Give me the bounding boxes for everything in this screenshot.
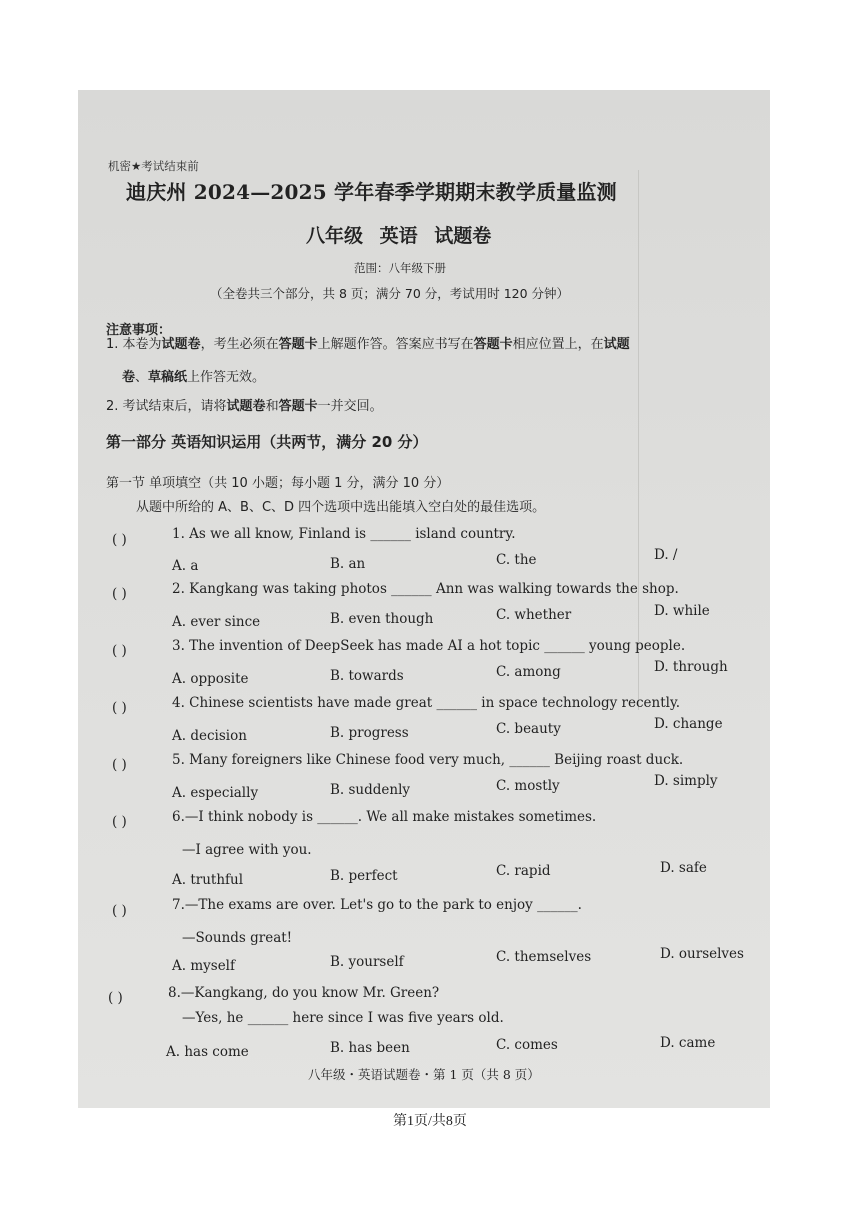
exam-title: 迪庆州 2024—2025 学年春季学期期末教学质量监测 [126, 180, 617, 204]
answer-bracket: ( ) [112, 586, 127, 602]
answer-bracket: ( ) [112, 532, 127, 548]
notes-heading: 注意事项： [106, 323, 172, 338]
q3-option-b: B. towards [330, 668, 404, 684]
question-6-stem: 6.—I think nobody is ______. We all make mistakes sometimes. [172, 809, 597, 825]
q8-option-c: C. comes [496, 1037, 558, 1053]
q4-option-a: A. decision [172, 728, 247, 744]
q6-option-c: C. rapid [496, 863, 551, 879]
question-8-stem: 8.—Kangkang, do you know Mr. Green? [168, 985, 440, 1001]
exam-info: （全卷共三个部分，共 8 页；满分 70 分，考试用时 120 分钟） [210, 286, 570, 301]
q1-option-d: D. / [654, 547, 678, 563]
q2-option-a: A. ever since [172, 614, 261, 630]
bleed-through-frame [638, 170, 770, 710]
exam-paper-photo [78, 90, 770, 1108]
q8-option-b: B. has been [330, 1040, 410, 1056]
note-item-2: 2. 考试结束后，请将试题卷和答题卡一并交回。 [106, 399, 383, 414]
part-one-heading: 第一部分 英语知识运用（共两节，满分 20 分） [106, 433, 428, 451]
q2-option-c: C. whether [496, 607, 572, 623]
q4-option-d: D. change [654, 716, 723, 732]
q7-option-c: C. themselves [496, 949, 592, 965]
q5-option-d: D. simply [654, 773, 718, 789]
q1-option-b: B. an [330, 556, 366, 572]
q7-option-d: D. ourselves [660, 946, 744, 962]
q2-option-d: D. while [654, 603, 710, 619]
exam-subtitle: 八年级 英语 试题卷 [306, 225, 492, 247]
q1-option-c: C. the [496, 552, 537, 568]
question-1-stem: 1. As we all know, Finland is ______ island country. [172, 526, 516, 542]
confidential-label: 机密★考试结束前 [108, 159, 199, 173]
question-6-line2: —I agree with you. [182, 842, 312, 858]
answer-bracket: ( ) [112, 700, 127, 716]
q7-option-a: A. myself [172, 958, 235, 974]
answer-bracket: ( ) [112, 757, 127, 773]
answer-bracket: ( ) [108, 990, 123, 1006]
question-4-stem: 4. Chinese scientists have made great ______ in space technology recently. [172, 695, 681, 711]
question-3-stem: 3. The invention of DeepSeek has made AI a hot topic ______ young people. [172, 638, 686, 654]
note-item-1-line2: 卷、草稿纸上作答无效。 [122, 370, 266, 385]
q4-option-b: B. progress [330, 725, 409, 741]
q3-option-a: A. opposite [172, 671, 249, 687]
question-7-stem: 7.—The exams are over. Let's go to the park to enjoy ______. [172, 897, 582, 913]
exam-range: 范围：八年级下册 [354, 261, 446, 275]
q3-option-d: D. through [654, 659, 728, 675]
q5-option-b: B. suddenly [330, 782, 411, 798]
q1-option-a: A. a [172, 558, 199, 574]
question-2-stem: 2. Kangkang was taking photos ______ Ann was walking towards the shop. [172, 581, 679, 597]
section-instruction: 从题中所给的 A、B、C、D 四个选项中选出能填入空白处的最佳选项。 [136, 500, 546, 515]
q5-option-c: C. mostly [496, 778, 560, 794]
paper-footer: 八年级・英语试题卷・第 1 页（共 8 页） [308, 1067, 540, 1082]
question-8-line2: —Yes, he ______ here since I was five years old. [182, 1010, 504, 1026]
section-one-heading: 第一节 单项填空（共 10 小题；每小题 1 分，满分 10 分） [106, 476, 450, 491]
page-number: 第1页/共8页 [393, 1114, 467, 1129]
question-7-line2: —Sounds great! [182, 930, 293, 946]
answer-bracket: ( ) [112, 814, 127, 830]
q6-option-a: A. truthful [172, 872, 244, 888]
q2-option-b: B. even though [330, 611, 434, 627]
q8-option-a: A. has come [166, 1044, 249, 1060]
q6-option-d: D. safe [660, 860, 707, 876]
note-item-1: 1. 本卷为试题卷，考生必须在答题卡上解题作答。答案应书写在答题卡相应位置上，在试题 [106, 337, 630, 352]
q6-option-b: B. perfect [330, 868, 398, 884]
q5-option-a: A. especially [172, 785, 259, 801]
answer-bracket: ( ) [112, 643, 127, 659]
q8-option-d: D. came [660, 1035, 716, 1051]
question-5-stem: 5. Many foreigners like Chinese food very much, ______ Beijing roast duck. [172, 752, 684, 768]
q4-option-c: C. beauty [496, 721, 561, 737]
answer-bracket: ( ) [112, 903, 127, 919]
q3-option-c: C. among [496, 664, 561, 680]
q7-option-b: B. yourself [330, 954, 404, 970]
